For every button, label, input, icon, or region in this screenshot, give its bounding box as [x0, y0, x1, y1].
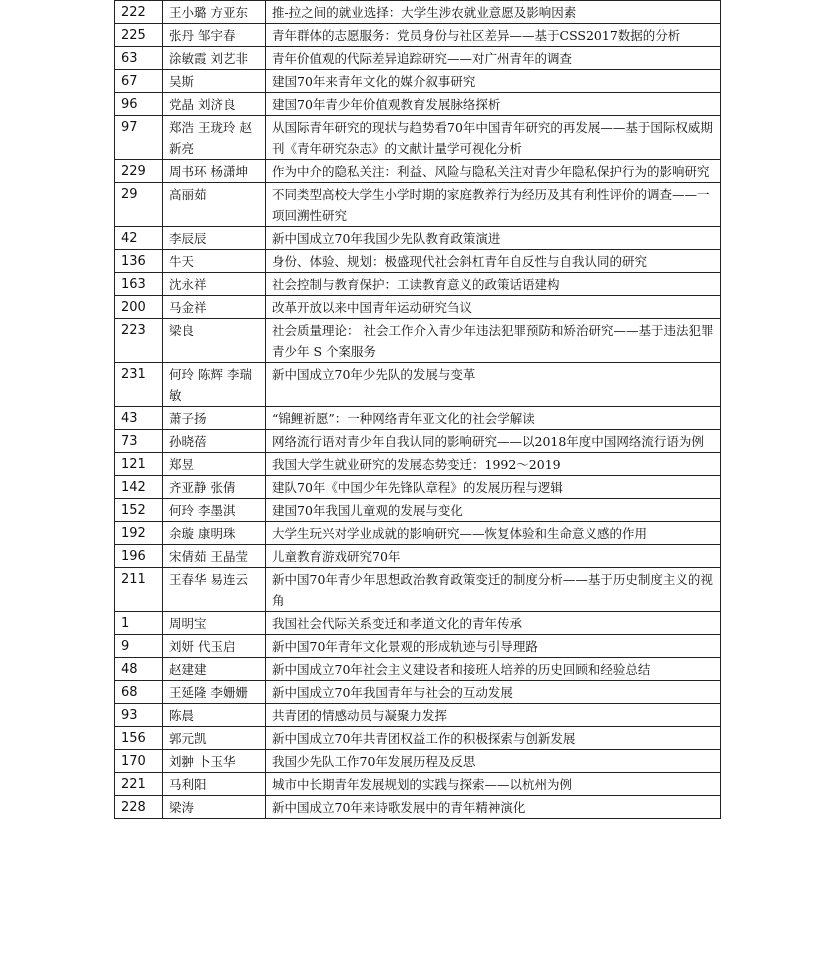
row-id-cell: 68	[115, 681, 163, 704]
row-authors-cell: 王小璐 方亚东	[163, 1, 266, 24]
row-authors-cell: 吴斯	[163, 70, 266, 93]
table-row	[115, 296, 721, 319]
row-id-cell: 63	[115, 47, 163, 70]
row-authors-cell: 余璇 康明珠	[163, 522, 266, 545]
row-title-cell: 新中国成立70年少先队的发展与变革	[266, 363, 721, 407]
row-authors-cell: 郑昱	[163, 453, 266, 476]
row-authors-cell: 张丹 邹宇春	[163, 24, 266, 47]
row-id-cell: 229	[115, 160, 163, 183]
table-row	[115, 612, 721, 635]
table-row	[115, 319, 721, 363]
row-id-cell: 136	[115, 250, 163, 273]
table-row	[115, 24, 721, 47]
table-row	[115, 681, 721, 704]
table-body	[115, 1, 721, 819]
row-authors-cell: 高丽茹	[163, 183, 266, 227]
row-id-cell: 200	[115, 296, 163, 319]
row-title-cell: 城市中长期青年发展规划的实践与探索——以杭州为例	[266, 773, 721, 796]
row-title-cell: 建国70年来青年文化的媒介叙事研究	[266, 70, 721, 93]
table-row	[115, 796, 721, 819]
row-title-cell: 新中国70年青年文化景观的形成轨迹与引导理路	[266, 635, 721, 658]
table-row	[115, 750, 721, 773]
row-authors-cell: 刘翀 卜玉华	[163, 750, 266, 773]
row-id-cell: 1	[115, 612, 163, 635]
table-row	[115, 499, 721, 522]
row-authors-cell: 王春华 易连云	[163, 568, 266, 612]
table-row	[115, 453, 721, 476]
row-authors-cell: 赵建建	[163, 658, 266, 681]
row-title-cell: 新中国70年青少年思想政治教育政策变迁的制度分析——基于历史制度主义的视角	[266, 568, 721, 612]
row-title-cell: 儿童教育游戏研究70年	[266, 545, 721, 568]
row-id-cell: 29	[115, 183, 163, 227]
table-row	[115, 704, 721, 727]
table-row	[115, 773, 721, 796]
row-title-cell: 不同类型高校大学生小学时期的家庭教养行为经历及其有利性评价的调查——一项回溯性研究	[266, 183, 721, 227]
row-authors-cell: 刘妍 代玉启	[163, 635, 266, 658]
row-authors-cell: 何玲 陈辉 李瑞敏	[163, 363, 266, 407]
table-row	[115, 568, 721, 612]
table-row	[115, 545, 721, 568]
row-id-cell: 192	[115, 522, 163, 545]
table-row	[115, 1, 721, 24]
row-id-cell: 228	[115, 796, 163, 819]
row-title-cell: 社会控制与教育保护：工读教育意义的政策话语建构	[266, 273, 721, 296]
row-authors-cell: 孙晓蓓	[163, 430, 266, 453]
row-id-cell: 48	[115, 658, 163, 681]
row-id-cell: 43	[115, 407, 163, 430]
row-title-cell: 推-拉之间的就业选择：大学生涉农就业意愿及影响因素	[266, 1, 721, 24]
row-title-cell: 新中国成立70年社会主义建设者和接班人培养的历史回顾和经验总结	[266, 658, 721, 681]
row-authors-cell: 涂敏霞 刘艺非	[163, 47, 266, 70]
row-id-cell: 221	[115, 773, 163, 796]
row-title-cell: 我国少先队工作70年发展历程及反思	[266, 750, 721, 773]
table-row	[115, 183, 721, 227]
row-title-cell: 青年价值观的代际差异追踪研究——对广州青年的调查	[266, 47, 721, 70]
row-id-cell: 97	[115, 116, 163, 160]
table-row	[115, 250, 721, 273]
row-id-cell: 73	[115, 430, 163, 453]
row-id-cell: 96	[115, 93, 163, 116]
table-row	[115, 476, 721, 499]
row-title-cell: “锦鲤祈愿”：一种网络青年亚文化的社会学解读	[266, 407, 721, 430]
row-id-cell: 121	[115, 453, 163, 476]
row-title-cell: 建国70年青少年价值观教育发展脉络探析	[266, 93, 721, 116]
row-title-cell: 从国际青年研究的现状与趋势看70年中国青年研究的再发展——基于国际权威期刊《青年研究杂志》的文献计量学可视化分析	[266, 116, 721, 160]
table-row	[115, 363, 721, 407]
table-row	[115, 47, 721, 70]
row-id-cell: 67	[115, 70, 163, 93]
row-id-cell: 211	[115, 568, 163, 612]
row-authors-cell: 郭元凯	[163, 727, 266, 750]
table-row	[115, 658, 721, 681]
table-row	[115, 522, 721, 545]
table-row	[115, 227, 721, 250]
row-authors-cell: 梁良	[163, 319, 266, 363]
row-id-cell: 9	[115, 635, 163, 658]
row-title-cell: 共青团的情感动员与凝聚力发挥	[266, 704, 721, 727]
row-authors-cell: 宋倩茹 王晶莹	[163, 545, 266, 568]
table-row	[115, 273, 721, 296]
row-title-cell: 身份、体验、规划：极盛现代社会斜杠青年自反性与自我认同的研究	[266, 250, 721, 273]
row-id-cell: 231	[115, 363, 163, 407]
row-title-cell: 我国社会代际关系变迁和孝道文化的青年传承	[266, 612, 721, 635]
row-id-cell: 196	[115, 545, 163, 568]
row-authors-cell: 李辰辰	[163, 227, 266, 250]
row-id-cell: 223	[115, 319, 163, 363]
row-id-cell: 42	[115, 227, 163, 250]
row-title-cell: 新中国成立70年我国少先队教育政策演进	[266, 227, 721, 250]
row-id-cell: 225	[115, 24, 163, 47]
row-title-cell: 新中国成立70年来诗歌发展中的青年精神演化	[266, 796, 721, 819]
row-title-cell: 我国大学生就业研究的发展态势变迁：1992～2019	[266, 453, 721, 476]
row-id-cell: 222	[115, 1, 163, 24]
row-authors-cell: 周明宝	[163, 612, 266, 635]
row-id-cell: 163	[115, 273, 163, 296]
row-title-cell: 社会质量理论： 社会工作介入青少年违法犯罪预防和矫治研究——基于违法犯罪青少年 S 个案服务	[266, 319, 721, 363]
row-authors-cell: 马利阳	[163, 773, 266, 796]
row-title-cell: 作为中介的隐私关注：利益、风险与隐私关注对青少年隐私保护行为的影响研究	[266, 160, 721, 183]
table-row	[115, 160, 721, 183]
row-authors-cell: 周书环 杨潇坤	[163, 160, 266, 183]
row-authors-cell: 党晶 刘济良	[163, 93, 266, 116]
row-authors-cell: 萧子扬	[163, 407, 266, 430]
row-id-cell: 93	[115, 704, 163, 727]
table-row	[115, 635, 721, 658]
row-authors-cell: 马金祥	[163, 296, 266, 319]
table-row	[115, 70, 721, 93]
row-id-cell: 142	[115, 476, 163, 499]
row-title-cell: 网络流行语对青少年自我认同的影响研究——以2018年度中国网络流行语为例	[266, 430, 721, 453]
table-row	[115, 93, 721, 116]
row-authors-cell: 梁涛	[163, 796, 266, 819]
row-title-cell: 建队70年《中国少年先锋队章程》的发展历程与逻辑	[266, 476, 721, 499]
row-title-cell: 建国70年我国儿童观的发展与变化	[266, 499, 721, 522]
row-title-cell: 大学生玩兴对学业成就的影响研究——恢复体验和生命意义感的作用	[266, 522, 721, 545]
table-row	[115, 430, 721, 453]
table-row	[115, 727, 721, 750]
row-authors-cell: 沈永祥	[163, 273, 266, 296]
row-authors-cell: 陈晨	[163, 704, 266, 727]
row-title-cell: 改革开放以来中国青年运动研究刍议	[266, 296, 721, 319]
paper-list-table	[114, 0, 721, 819]
row-authors-cell: 牛天	[163, 250, 266, 273]
row-authors-cell: 郑浩 王珑玲 赵新亮	[163, 116, 266, 160]
row-title-cell: 青年群体的志愿服务：党员身份与社区差异——基于CSS2017数据的分析	[266, 24, 721, 47]
row-id-cell: 156	[115, 727, 163, 750]
table-row	[115, 407, 721, 430]
row-id-cell: 152	[115, 499, 163, 522]
row-authors-cell: 何玲 李墨淇	[163, 499, 266, 522]
row-title-cell: 新中国成立70年我国青年与社会的互动发展	[266, 681, 721, 704]
table-row	[115, 116, 721, 160]
row-authors-cell: 齐亚静 张倩	[163, 476, 266, 499]
row-title-cell: 新中国成立70年共青团权益工作的积极探索与创新发展	[266, 727, 721, 750]
row-authors-cell: 王延隆 李姗姗	[163, 681, 266, 704]
row-id-cell: 170	[115, 750, 163, 773]
